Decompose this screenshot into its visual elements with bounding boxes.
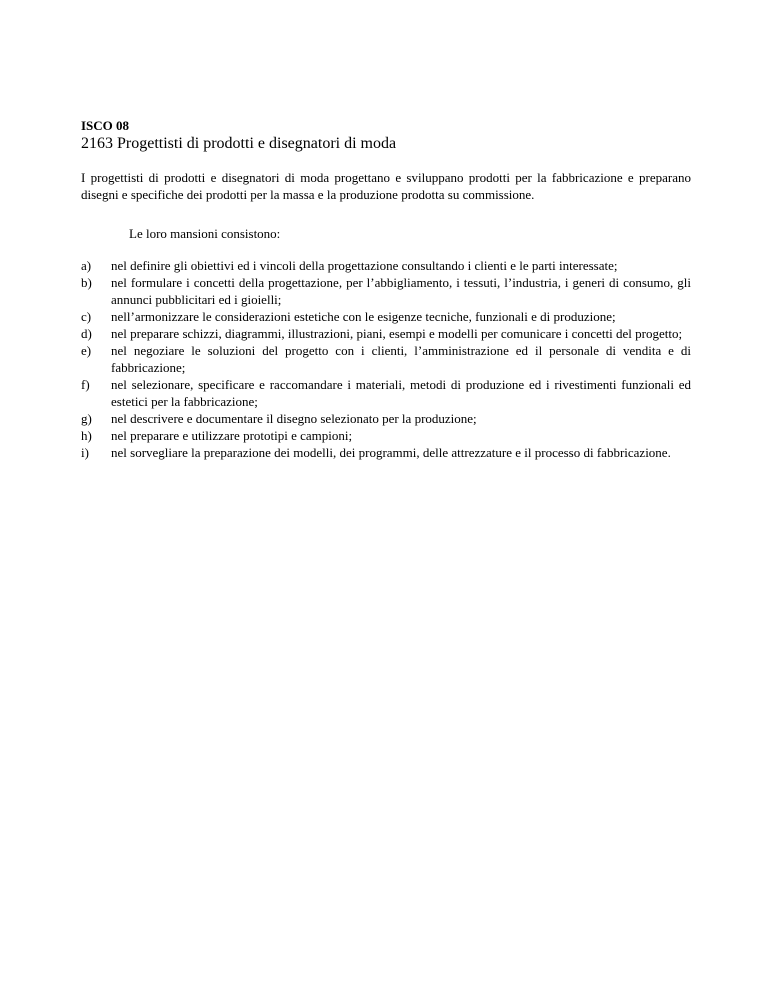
task-item	[81, 308, 691, 325]
task-letter: i)	[81, 445, 89, 460]
task-text: nel preparare schizzi, diagrammi, illustrazioni, piani, esempi e modelli per comunicare i concetti del progetto;	[111, 326, 683, 341]
document-content	[81, 118, 691, 461]
tasks-list	[81, 257, 691, 461]
intro-paragraph: I progettisti di prodotti e disegnatori di moda progettano e sviluppano prodotti per la fabbricazione e preparano disegni e specifiche dei prodotti per la massa e la produzione prodotta su commissione.	[81, 170, 691, 202]
task-text: nel definire gli obiettivi ed i vincoli della progettazione consultando i clienti e le parti interessate;	[111, 258, 618, 273]
task-text: nel negoziare le soluzioni del progetto con i clienti, l’amministrazione ed il personale di vendita e di fabbricazione;	[111, 343, 691, 375]
task-letter: b)	[81, 275, 92, 290]
task-item	[81, 427, 691, 444]
task-item	[81, 342, 691, 376]
task-text: nell’armonizzare le considerazioni estetiche con le esigenze tecniche, funzionali e di produzione;	[111, 309, 616, 324]
task-letter: e)	[81, 343, 92, 358]
task-text: nel descrivere e documentare il disegno selezionato per la produzione;	[111, 411, 477, 426]
task-item	[81, 410, 691, 427]
task-letter: f)	[81, 377, 90, 392]
task-letter: d)	[81, 326, 92, 341]
task-text: nel preparare e utilizzare prototipi e campioni;	[111, 428, 353, 443]
tasks-heading: Le loro mansioni consistono:	[129, 226, 281, 241]
task-text: nel formulare i concetti della progettazione, per l’abbigliamento, i tessuti, l’industria, i generi di consumo, gli annunci pubblicitari ed i gioielli;	[111, 275, 691, 307]
task-letter: a)	[81, 258, 92, 273]
task-letter: g)	[81, 411, 92, 426]
task-item	[81, 257, 691, 274]
task-item	[81, 444, 691, 461]
task-text: nel sorvegliare la preparazione dei modelli, dei programmi, delle attrezzature e il processo di fabbricazione.	[111, 445, 671, 460]
task-letter: c)	[81, 309, 92, 324]
classification-code: ISCO 08	[81, 118, 130, 133]
task-item	[81, 325, 691, 342]
task-letter: h)	[81, 428, 92, 443]
task-item	[81, 274, 691, 308]
task-text: nel selezionare, specificare e raccomandare i materiali, metodi di produzione ed i rivestimenti funzionali ed estetici per la fabbricazione;	[111, 377, 691, 409]
task-item	[81, 376, 691, 410]
document-title: 2163 Progettisti di prodotti e disegnatori di moda	[81, 135, 397, 152]
